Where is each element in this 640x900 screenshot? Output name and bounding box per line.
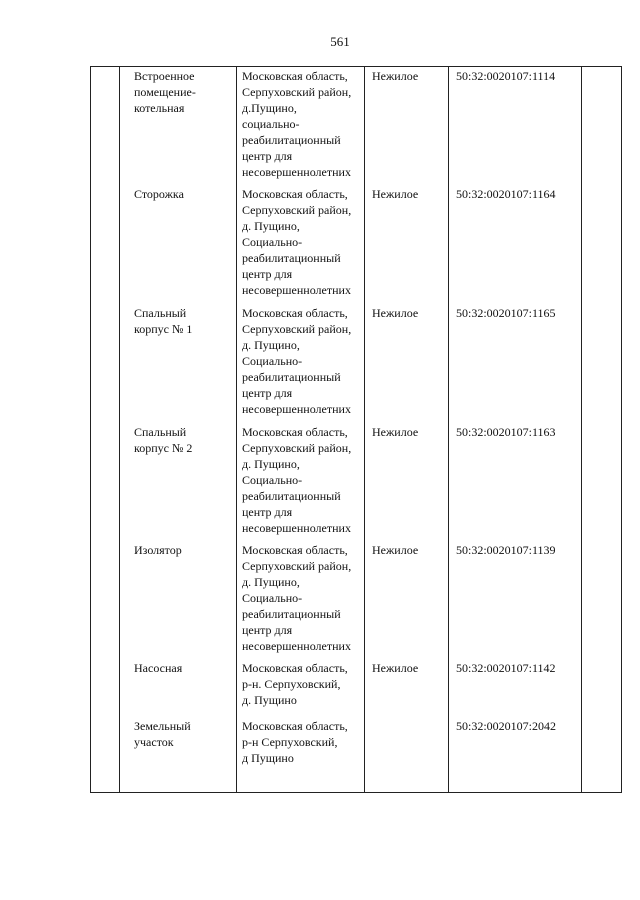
row-cadastral-cell: 50:32:0020107:1165	[456, 306, 556, 320]
row-name-cell: Встроенное помещение- котельная	[134, 69, 196, 115]
column-divider	[621, 66, 622, 793]
row-cadastral-cell: 50:32:0020107:1114	[456, 69, 556, 83]
table-bottom-border	[90, 792, 622, 793]
table-top-border	[90, 66, 622, 67]
row-name-cell: Земельный участок	[134, 719, 191, 749]
row-address-cell: Московская область, Серпуховский район, д. Пущино, Социально- реабилитационный центр для несовершеннолетних	[242, 543, 352, 653]
row-address-cell: Московская область, Серпуховский район, д. Пущино, Социально- реабилитационный центр для несовершеннолетних	[242, 187, 352, 297]
row-name-cell: Спальный корпус № 2	[134, 425, 193, 455]
row-address-cell: Московская область, Серпуховский район, д.Пущино, социально- реабилитационный центр для несовершеннолетних	[242, 69, 352, 179]
row-type-cell: Нежилое	[372, 69, 419, 83]
row-cadastral-cell: 50:32:0020107:1139	[456, 543, 556, 557]
row-address-cell: Московская область, р-н Серпуховский, д Пущино	[242, 719, 348, 765]
row-type-cell: Нежилое	[372, 187, 419, 201]
row-cadastral-cell: 50:32:0020107:1164	[456, 187, 556, 201]
row-cadastral-cell: 50:32:0020107:1142	[456, 661, 556, 675]
column-divider	[236, 66, 237, 793]
row-cadastral-cell: 50:32:0020107:1163	[456, 425, 556, 439]
row-type-cell: Нежилое	[372, 306, 419, 320]
row-type-cell: Нежилое	[372, 425, 419, 439]
column-divider	[448, 66, 449, 793]
row-type-cell: Нежилое	[372, 543, 419, 557]
row-cadastral-cell: 50:32:0020107:2042	[456, 719, 557, 733]
row-name-cell: Насосная	[134, 661, 183, 675]
row-type-cell: Нежилое	[372, 661, 419, 675]
page-number: 561	[330, 34, 350, 49]
row-address-cell: Московская область, Серпуховский район, д. Пущино, Социально- реабилитационный центр для несовершеннолетних	[242, 306, 352, 416]
column-divider	[90, 66, 91, 793]
row-name-cell: Изолятор	[134, 543, 182, 557]
row-address-cell: Московская область, Серпуховский район, д. Пущино, Социально- реабилитационный центр для несовершеннолетних	[242, 425, 352, 535]
property-table	[90, 66, 622, 793]
column-divider	[119, 66, 120, 793]
row-name-cell: Сторожка	[134, 187, 184, 201]
row-name-cell: Спальный корпус № 1	[134, 306, 193, 336]
row-address-cell: Московская область, р-н. Серпуховский, д. Пущино	[242, 661, 348, 707]
